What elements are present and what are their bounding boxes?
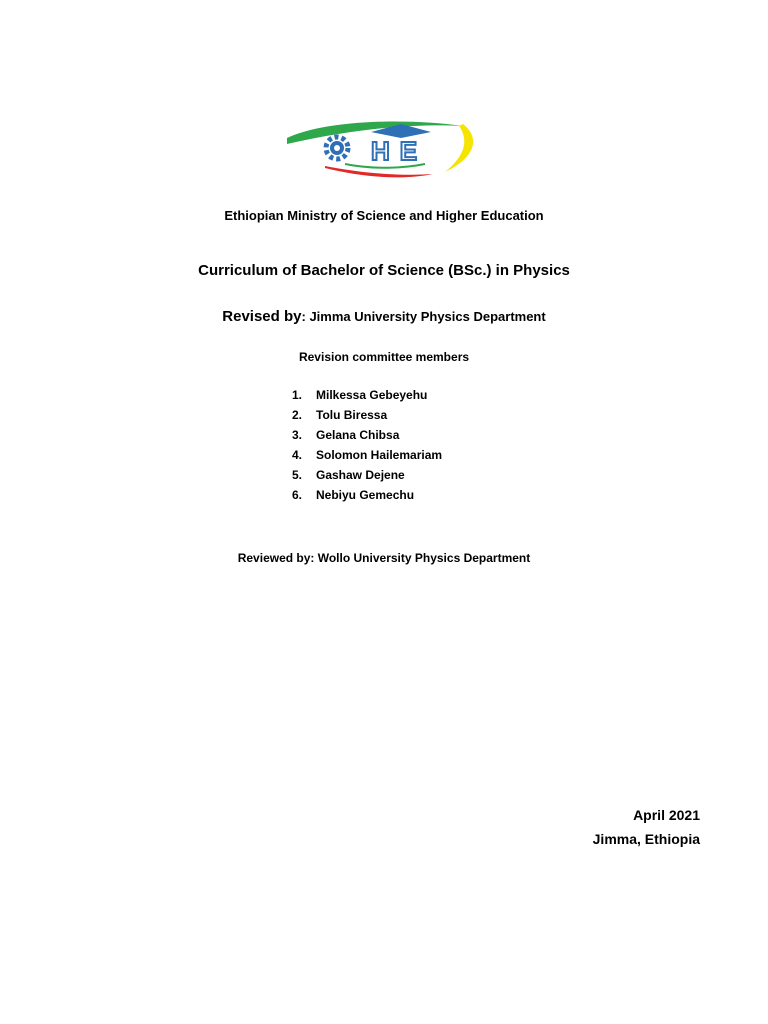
member-name: Tolu Biressa [316,408,388,422]
gear-icon [326,137,348,159]
member-name: Gashaw Dejene [316,468,405,482]
revised-by-value: Jimma University Physics Department [309,309,546,324]
list-item [292,448,442,468]
ministry-name: Ethiopian Ministry of Science and Higher Education [224,208,544,223]
list-number: 6. [292,488,303,502]
document-title: Curriculum of Bachelor of Science (BSc.) in Physics [198,262,570,279]
committee-list [292,388,442,508]
document-place: Jimma, Ethiopia [592,831,700,847]
mosthe-logo [285,118,483,178]
list-number: 4. [292,448,303,462]
member-name: Gelana Chibsa [316,428,400,442]
revised-by-separator: : [301,309,310,324]
revised-by-label: Revised by [222,308,302,325]
revised-by [0,308,768,326]
logo-text: HE [371,136,428,166]
list-item [292,488,442,508]
list-item [292,388,442,408]
logo-yellow-swoosh [445,124,473,172]
reviewed-by: Reviewed by: Wollo University Physics Department [237,551,531,565]
member-name: Nebiyu Gemechu [316,488,415,502]
list-item [292,408,442,428]
member-name: Solomon Hailemariam [316,448,443,462]
list-item [292,428,442,448]
list-number: 1. [292,388,303,402]
committee-heading: Revision committee members [298,350,470,364]
list-number: 2. [292,408,303,422]
member-name: Milkessa Gebeyehu [316,388,428,402]
list-number: 3. [292,428,303,442]
document-date: April 2021 [633,807,700,823]
list-number: 5. [292,468,303,482]
list-item [292,468,442,488]
